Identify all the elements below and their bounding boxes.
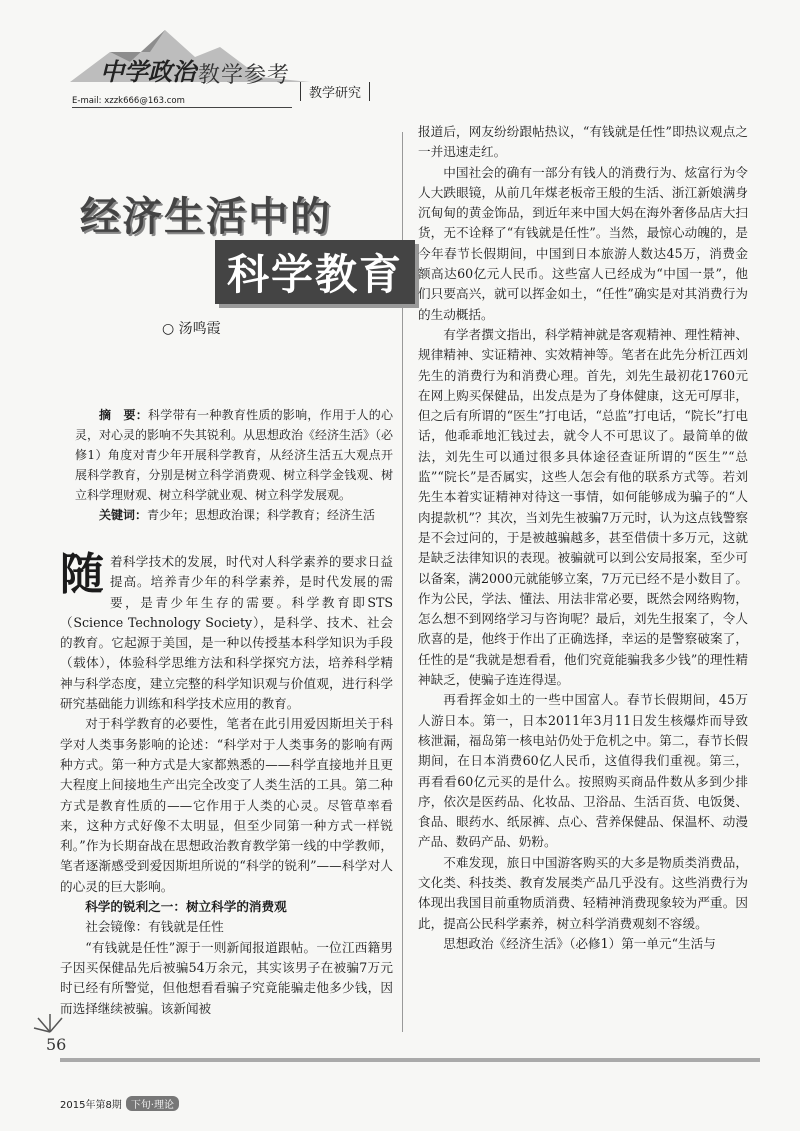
author: ○ 汤鸣霞 <box>162 321 221 337</box>
paragraph: 有学者撰文指出，科学精神就是客观精神、理性精神、规律精神、实证精神、实效精神等。笔者在此先分析江西刘先生的消费行为和消费心理。首先，刘先生最初花1760元在网上购买保健品，出发点是为了身体健康，这无可厚非，但之后有所谓的“医生”打电话，“总监”打电话，“院长”打电话，他乖乖地汇钱过去，就令人不可思议了。最简单的做法，刘先生可以通过很多具体途径查证所谓的“医生”“总监”“院长”是否属实，这些人怎会有他的联系方式等。若刘先生本着实证精神对待这一事情，如何能够成为骗子的“人肉提款机”？其次，当刘先生被骗7万元时，认为这点钱警察是不会过问的，于是被越骗越多，甚至借债十多万元，这就是缺乏法律知识的表现。被骗就可以到公安局报案，至少可以备案，满2000元就能够立案，7万元已经不是小数目了。作为公民，学法、懂法、用法非常必要，既然会网络购物，怎么想不到网络学习与咨询呢？最后，刘先生报案了，令人欣喜的是，他终于作出了正确选择，幸运的是警察破案了，任性的是“我就是想看看，他们究竟能骗我多少钱”的理性精神缺乏，使骗子连连得逞。 <box>418 326 748 688</box>
abstract-label: 摘 要： <box>99 408 149 422</box>
issue-badge: 下旬·理论 <box>126 1096 179 1111</box>
article-title-line1: 经济生活中的 <box>80 194 332 240</box>
right-column <box>418 122 748 954</box>
section-tag: 教学研究 <box>300 82 370 101</box>
footer-issue <box>60 1096 179 1111</box>
page-number: 56 <box>46 1035 67 1054</box>
left-column <box>60 549 393 1019</box>
paragraph: 对于科学教育的必要性，笔者在此引用爱因斯坦关于科学对人类事务影响的论述：“科学对于人类事务的影响有两种方式。第一种方式是大家都熟悉的——科学直接地并且更大程度上间接地生产出完全改变了人类生活的工具。第二种方式是教育性质的——它作用于人类的心灵。尽管草率看来，这种方式好像不太明显，但至少同第一种方式一样锐利。”作为长期奋战在思想政治教育教学第一线的中学教师，笔者逐渐感受到爱因斯坦所说的“科学的锐利”——科学对人的心灵的巨大影响。 <box>60 716 393 894</box>
subheading: 科学的锐利之一：树立科学的消费观 <box>85 899 287 915</box>
issue-label: 2015年第8期 <box>60 1100 122 1111</box>
paragraph: 不难发现，旅日中国游客购买的大多是物质类消费品，文化类、科技类、教育发展类产品几乎没有。这些消费行为体现出我国目前重物质消费、轻精神消费现象较为严重。因此，提高公民科学素养，树立科学消费观刻不容缓。 <box>418 854 748 931</box>
subheading-minor: 社会镜像：有钱就是任性 <box>85 919 224 935</box>
paragraph: 再看挥金如土的一些中国富人。春节长假期间，45万人游日本。第一，日本2011年3月11日发生核爆炸而导致核泄漏，福岛第一核电站仍处于危机之中。第二，春节长假期间，在日本消费60亿人民币，这值得我们重视。第三，再看看60亿元买的是什么。按照购买商品件数从多到少排序，依次是医药品、化妆品、卫浴品、生活百货、电饭煲、食品、眼药水、纸尿裤、点心、营养保健品、保温杯、动漫产品、数码产品、奶粉。 <box>418 692 748 850</box>
abstract-paragraph <box>75 405 393 505</box>
journal-subtitle: 教学参考 <box>198 63 291 88</box>
paragraph-text: 着科学技术的发展，时代对人科学素养的要求日益提高。培养青少年的科学素养，是时代发展的需要，是青少年生存的需要。科学教育即STS（Science Technology Society），是科学、技术、社会的教育。它起源于美国，是一种以传授基本科学知识为手段（载体），体验科学思维方法和科学探究方法，培养科学精神与科学态度，建立完整的科学知识观与价值观，进行科学研究基础能力训练和科学技术应用的教育。 <box>60 554 393 712</box>
article-title-line2: 科学教育 <box>215 240 415 304</box>
journal-email: E-mail: xzzk666@163.com <box>72 96 185 106</box>
header-rule <box>72 107 292 108</box>
keywords-paragraph <box>75 505 393 525</box>
keywords-label: 关键词： <box>99 508 148 522</box>
paragraph: 中国社会的确有一部分有钱人的消费行为、炫富行为令人大跌眼镜，从前几年煤老板帝王般的生活、浙江新娘满身沉甸甸的黄金饰品，到近年来中国大妈在海外奢侈品店大扫货，无不诠释了“有钱就是任性”。当然，最惊心动魄的，是今年春节长假期间，中国到日本旅游人数达45万，消费金额高达60亿元人民币。这些富人已经成为“中国一景”，他们只要高兴，就可以挥金如土，“任性”确实是对其消费行为的生动概括。 <box>418 164 748 322</box>
keywords-text: 青少年；思想政治课；科学教育；经济生活 <box>147 508 376 522</box>
drop-cap: 随 <box>60 549 104 600</box>
paragraph: 报道后，网友纷纷跟帖热议，“有钱就是任性”即热议观点之一并迅速走红。 <box>418 124 748 160</box>
paragraph: 思想政治《经济生活》（必修1）第一单元“生活与 <box>443 935 716 951</box>
paragraph <box>60 549 393 714</box>
abstract-block <box>75 405 393 525</box>
abstract-text: 科学带有一种教育性质的影响，作用于人的心灵，对心灵的影响不失其锐利。从思想政治《经济生活》（必修1）角度对青少年开展科学教育，从经济生活五大观点开展科学教育，分别是树立科学消费观、树立科学金钱观、树立科学理财观、树立科学就业观、树立科学发展观。 <box>75 408 394 502</box>
journal-logo: 中学政治 <box>100 58 196 86</box>
paragraph: “有钱就是任性”源于一则新闻报道跟帖。一位江西籍男子因买保健品先后被骗54万余元，其实该男子在被骗7万元时已经有所警觉，但他想看看骗子究竟能骗走他多少钱，因而选择继续被骗。该新闻被 <box>60 939 393 1016</box>
footer-bar <box>60 1058 760 1062</box>
